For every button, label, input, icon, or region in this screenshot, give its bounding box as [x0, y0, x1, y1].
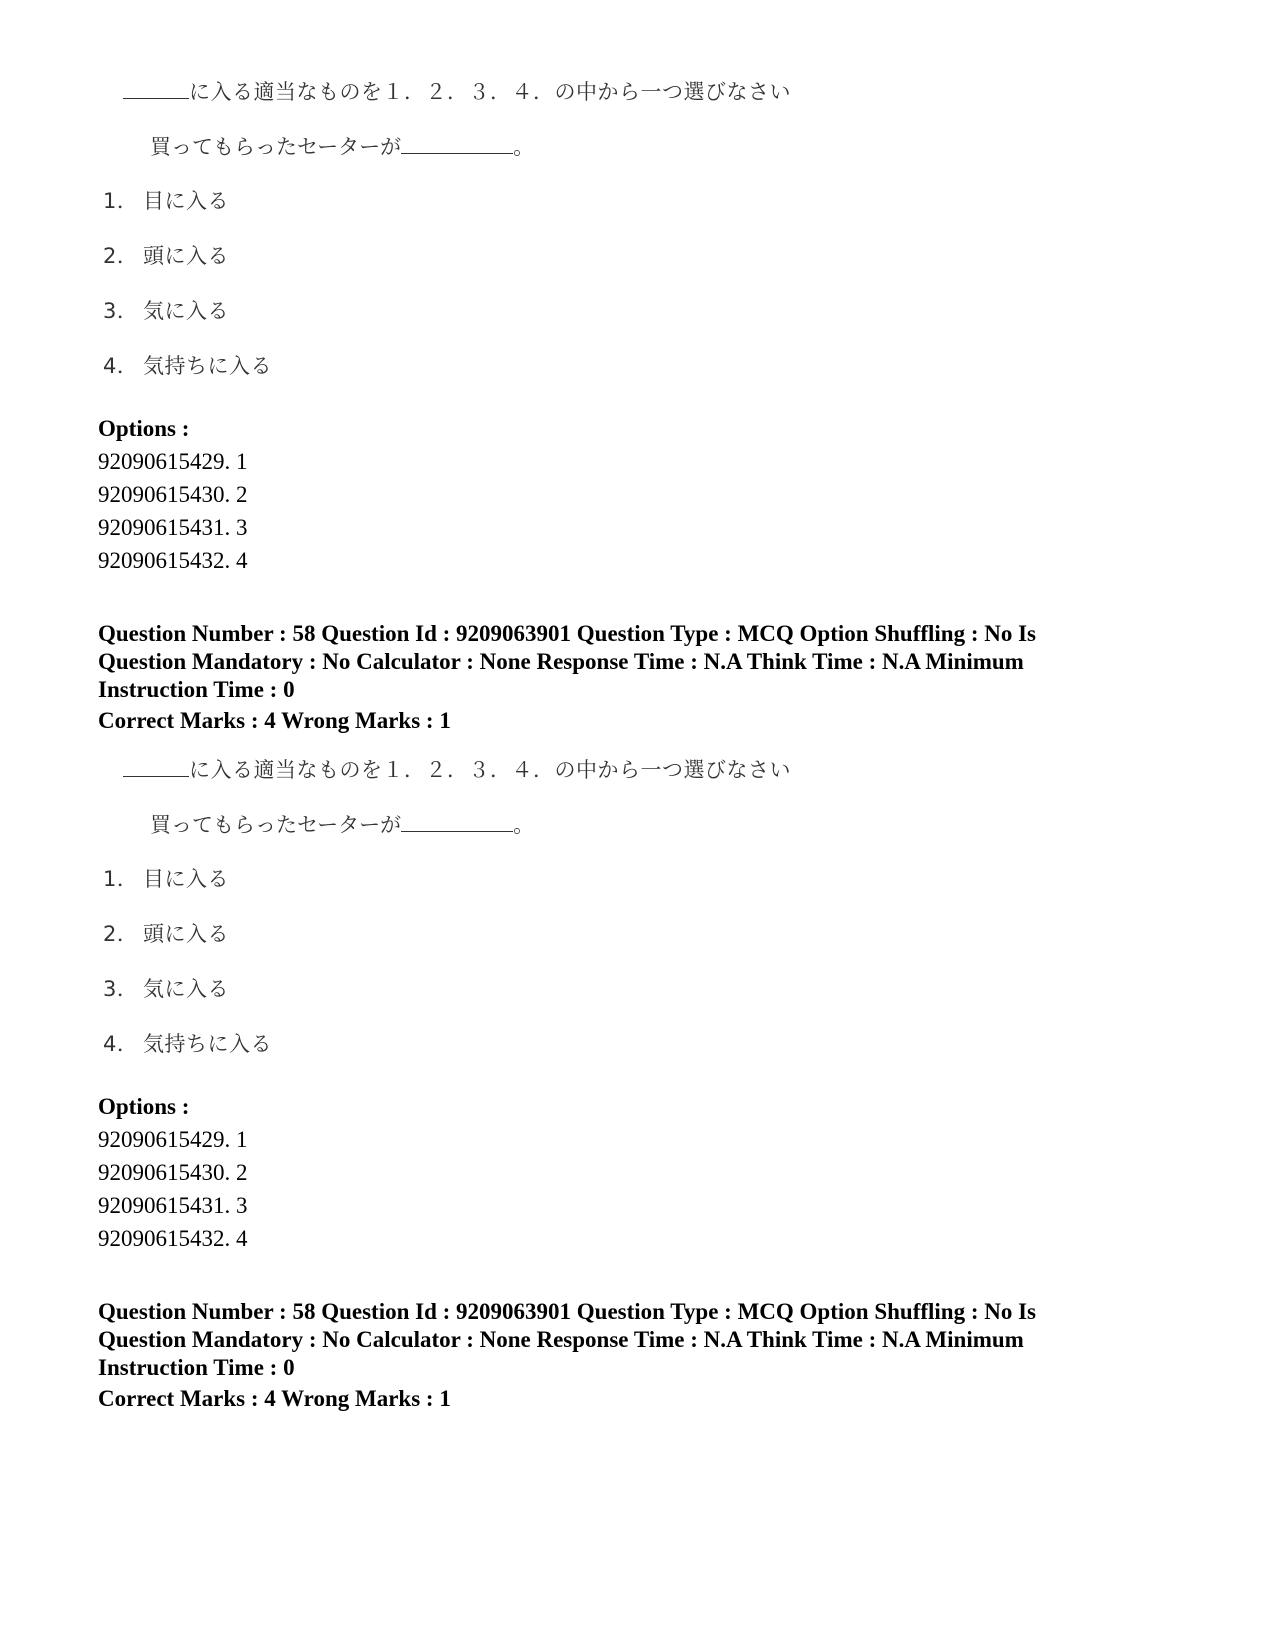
- options-heading: Options :: [98, 416, 190, 441]
- instruction-text: に入る適当なものを１．２．３．４．の中から一つ選びなさい: [189, 80, 791, 104]
- choice-number: 3．: [103, 299, 139, 323]
- choice-text: 気持ちに入る: [143, 354, 272, 378]
- metadata-line: Question Number : 58 Question Id : 9209063901 Question Type : MCQ Option Shuffling : No Is: [98, 621, 1037, 646]
- choice-text: 目に入る: [143, 867, 229, 891]
- choice-number: 2．: [103, 244, 139, 268]
- metadata-line: Question Number : 58 Question Id : 9209063901 Question Type : MCQ Option Shuffling : No Is: [98, 1299, 1037, 1324]
- choice-text: 気に入る: [143, 299, 229, 323]
- choice-text: 頭に入る: [143, 922, 229, 946]
- option-item: 92090615429. 1: [98, 449, 248, 474]
- choice-text: 頭に入る: [143, 244, 229, 268]
- sentence-prefix: 買ってもらったセーターが: [150, 813, 402, 837]
- metadata-line: Question Mandatory : No Calculator : None Response Time : N.A Think Time : N.A Minimum: [98, 649, 1024, 674]
- question-instruction: [123, 76, 791, 106]
- marks-line: Correct Marks : 4 Wrong Marks : 1: [98, 708, 451, 733]
- choice-1: [103, 863, 229, 893]
- sentence-blank: [401, 135, 513, 154]
- choice-number: 2．: [103, 922, 139, 946]
- metadata-line: Instruction Time : 0: [98, 1355, 295, 1380]
- choice-1: [103, 185, 229, 215]
- option-item: 92090615432. 4: [98, 1226, 248, 1251]
- option-item: 92090615429. 1: [98, 1127, 248, 1152]
- choice-3: [103, 973, 229, 1003]
- question-metadata: [98, 620, 1178, 704]
- question-instruction: [123, 754, 791, 784]
- option-item: 92090615430. 2: [98, 1160, 248, 1185]
- choice-4: [103, 1028, 272, 1058]
- instruction-blank: [123, 758, 189, 777]
- option-item: 92090615432. 4: [98, 548, 248, 573]
- options-heading: Options :: [98, 1094, 190, 1119]
- choice-text: 目に入る: [143, 189, 229, 213]
- option-item: 92090615431. 3: [98, 1193, 248, 1218]
- choice-number: 1．: [103, 867, 139, 891]
- choice-3: [103, 295, 229, 325]
- choice-number: 1．: [103, 189, 139, 213]
- question-sentence: [150, 131, 534, 161]
- sentence-suffix: 。: [513, 135, 535, 159]
- instruction-text: に入る適当なものを１．２．３．４．の中から一つ選びなさい: [189, 758, 791, 782]
- question-sentence: [150, 809, 534, 839]
- choice-2: [103, 918, 229, 948]
- choice-text: 気持ちに入る: [143, 1032, 272, 1056]
- metadata-line: Question Mandatory : No Calculator : None Response Time : N.A Think Time : N.A Minimum: [98, 1327, 1024, 1352]
- sentence-suffix: 。: [513, 813, 535, 837]
- choice-2: [103, 240, 229, 270]
- choice-number: 3．: [103, 977, 139, 1001]
- sentence-blank: [401, 813, 513, 832]
- choice-text: 気に入る: [143, 977, 229, 1001]
- sentence-prefix: 買ってもらったセーターが: [150, 135, 402, 159]
- option-item: 92090615431. 3: [98, 515, 248, 540]
- option-item: 92090615430. 2: [98, 482, 248, 507]
- choice-number: 4．: [103, 354, 139, 378]
- marks-line: Correct Marks : 4 Wrong Marks : 1: [98, 1386, 451, 1411]
- instruction-blank: [123, 80, 189, 99]
- question-metadata: [98, 1298, 1178, 1382]
- choice-number: 4．: [103, 1032, 139, 1056]
- metadata-line: Instruction Time : 0: [98, 677, 295, 702]
- choice-4: [103, 350, 272, 380]
